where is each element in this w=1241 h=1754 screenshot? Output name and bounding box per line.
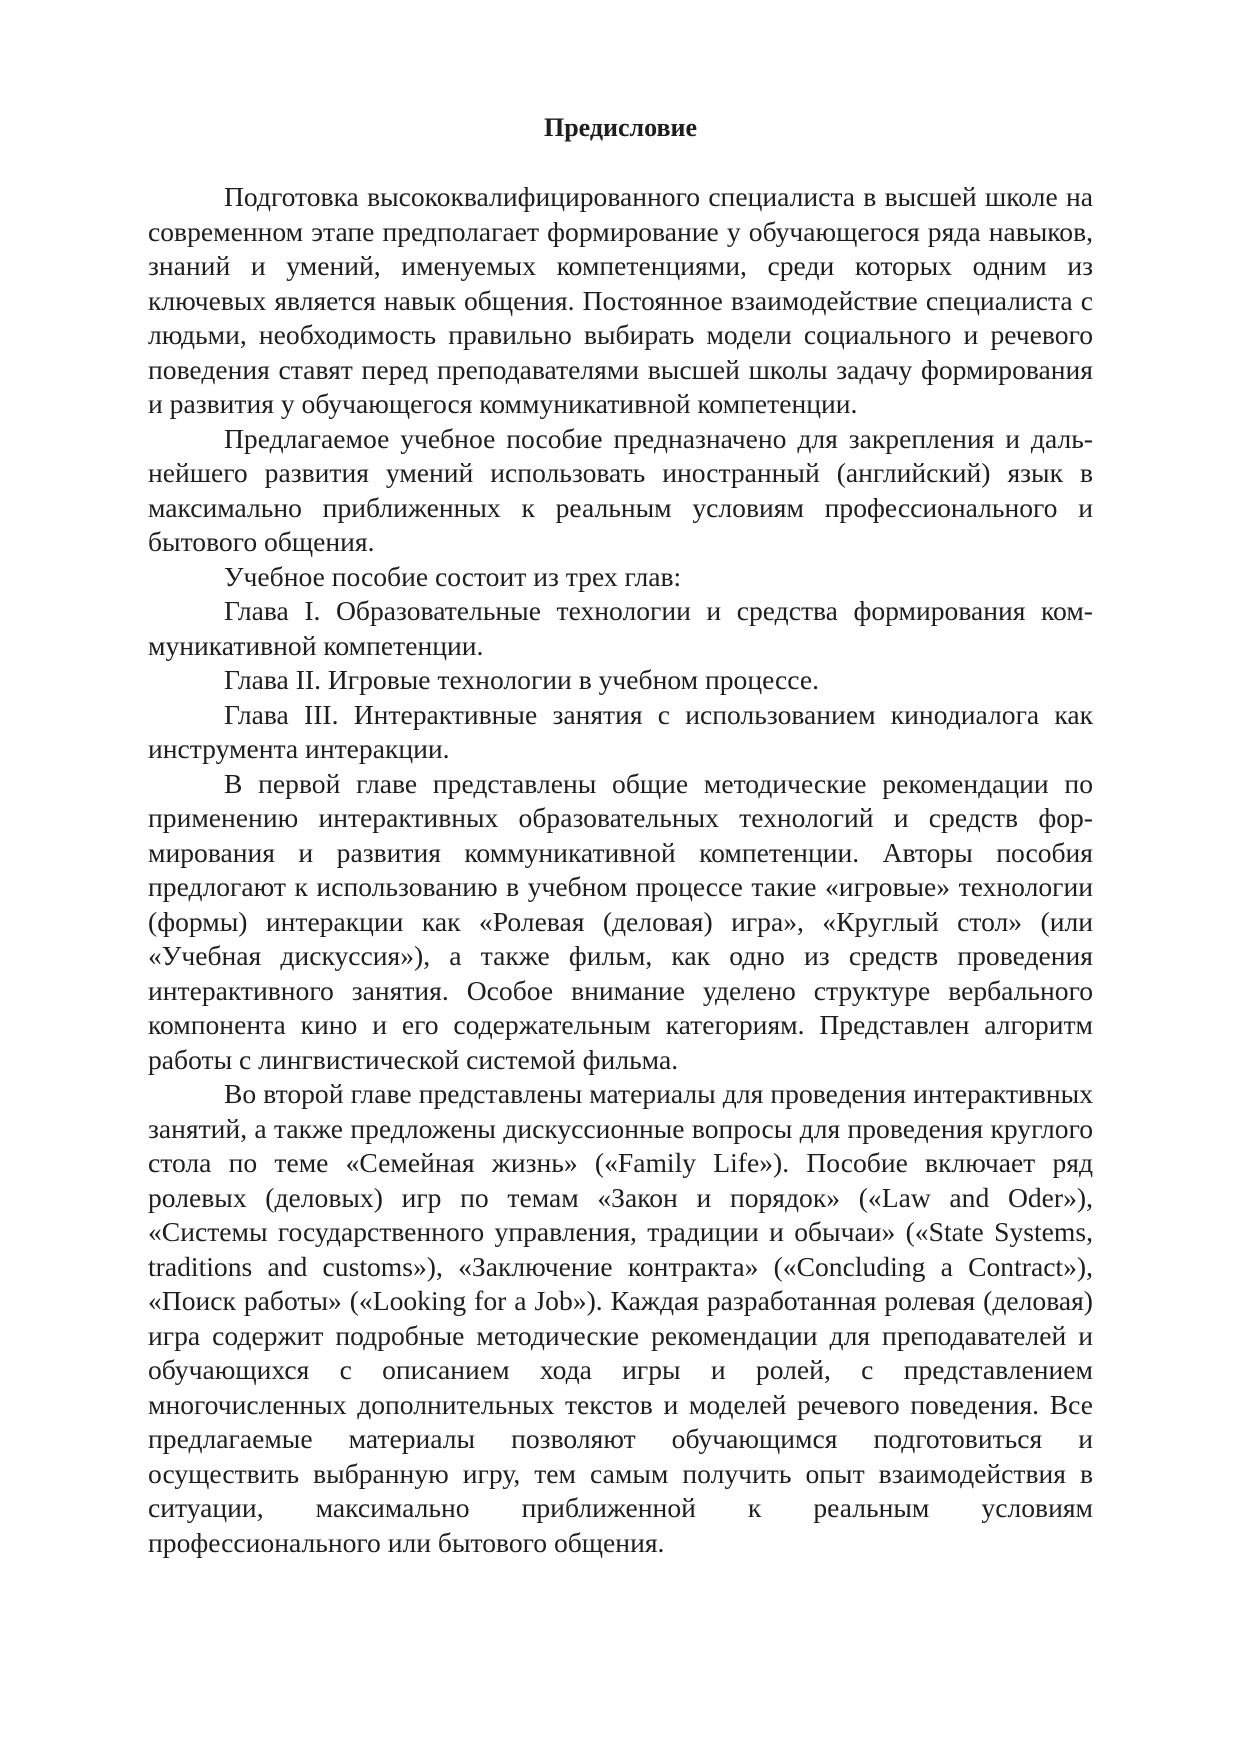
paragraph-purpose: Предлагаемое учебное пособие предназначено для закрепления и дальнейшего развития умений использовать иностранный (английский) язык в максимально приближенных к реальным условиям профессионального и бытового общения. <box>148 422 1093 557</box>
paragraph-chapter-2-summary: Во второй главе представлены материалы для проведения интерактивных занятий, а также предложены дискуссионные вопросы для проведения круглого стола по теме «Семейная жизнь» («Family Life»). Пособие включает ряд ролевых (деловых) игр по темам «Закон и порядок» («Law and Oder»), «Системы государственного управления, традиции и обычаи» («State Systems, traditions and customs»), «Заключение контракта» («Concluding a Contract»), «Поиск работы» («Looking for a Job»). Каждая разработанная ролевая (деловая) игра содержит подробные методические рекомендации для преподавателей и обучающихся с описанием хода игры и ролей, с представлением многочисленных дополнительных текстов и моделей речевого поведения. Все предлагаемые материалы позволяют обучающимся подготовиться и осуществить выбранную игру, тем самым получить опыт взаимодействия в ситуации, максимально приближенной к реальным условиям профессионального или бытового общения. <box>148 1078 1093 1558</box>
body-text <box>148 180 1093 1560</box>
page-title: Предисловие <box>543 113 698 142</box>
paragraph-structure: Учебное пособие состоит из трех глав: <box>224 560 682 592</box>
paragraph-chapter-1-summary: В первой главе представлены общие методические рекомендации по применению интерактивных образовательных технологий и средств формирования и развития коммуникативной компетенции. Авторы пособия предлогают к использованию в учебном процессе такие «игровые» технологии (формы) интеракции как «Ролевая (деловая) игра», «Круглый стол» (или «Учебная дискуссия»), а также фильм, как одно из средств проведения интерактивного занятия. Особое внимание уделено структуре вербального компонента кино и его содержательным категориям. Представлен алгоритм работы с лингвистической системой фильма. <box>148 767 1093 1075</box>
chapter-1-item: Глава I. Образовательные технологии и средства формирования коммуникативной компетенции. <box>148 595 1093 661</box>
chapter-2-item: Глава II. Игровые технологии в учебном процессе. <box>224 664 820 695</box>
paragraph-intro: Подготовка высококвалифицированного специалиста в высшей школе на современном этапе предполагает формирование у обучающегося ряда навыков, знаний и умений, именуемых компетенциями, среди которых одним из ключевых является навык общения. Постоянное взаимодействие специалиста с людьми, необходимость правильно выбирать модели социального и речевого поведения ставят перед преподавателями высшей школы задачу формирования и развития у обучающегося коммуникативной компетенции. <box>148 181 1093 419</box>
chapter-3-item: Глава III. Интерактивные занятия с использованием кинодиалога как инструмента интеракции. <box>148 698 1093 764</box>
